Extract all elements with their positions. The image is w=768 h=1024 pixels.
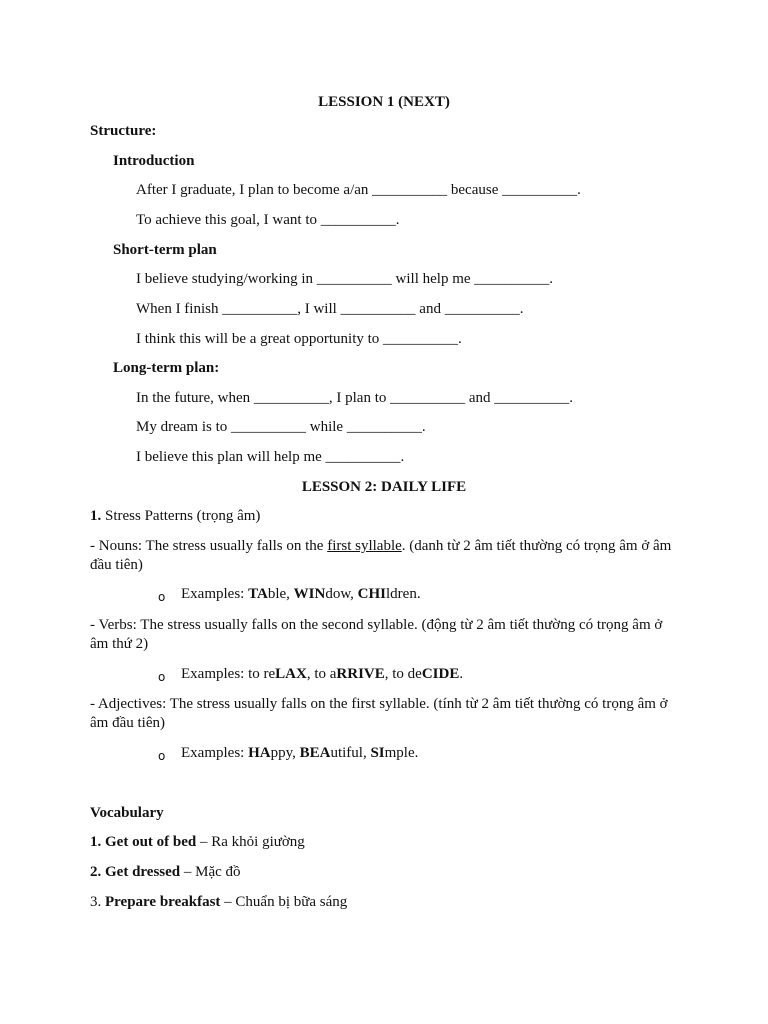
nouns-ex-1-rest: ble bbox=[267, 586, 287, 602]
intro-line-1: After I graduate, I plan to become a/an __________ because __________. bbox=[136, 182, 581, 198]
nouns-ex-2-stress: WIN bbox=[293, 586, 326, 602]
vocab-item-3-number: 3. bbox=[90, 894, 102, 910]
long-line-2: My dream is to __________ while __________. bbox=[136, 419, 426, 435]
nouns-ex-1-stress: TA bbox=[248, 586, 268, 602]
nouns-examples-label: Examples: bbox=[181, 586, 249, 602]
adj-ex-3-stress: SI bbox=[370, 745, 385, 761]
nouns-rule-post: . (danh từ 2 âm tiết thường có trọng âm ở âm đầu tiên) bbox=[90, 538, 672, 573]
vocab-item-3-meaning: – Chuẩn bị bữa sáng bbox=[220, 894, 348, 910]
verbs-ex-3-pre: to de bbox=[392, 666, 422, 682]
stress-number: 1. bbox=[90, 508, 102, 524]
intro-line-2: To achieve this goal, I want to __________. bbox=[136, 212, 400, 228]
bullet-verbs: o bbox=[158, 670, 166, 684]
verbs-examples: Examples: to reLAX, to aRRIVE, to deCIDE. bbox=[181, 666, 464, 682]
vocab-item-3 bbox=[90, 893, 347, 912]
vocabulary-heading: Vocabulary bbox=[90, 805, 164, 821]
vocab-item-2-term: Get dressed bbox=[105, 864, 181, 880]
verbs-examples-label: Examples: bbox=[181, 666, 249, 682]
long-line-1: In the future, when __________, I plan to __________ and __________. bbox=[136, 390, 574, 406]
verbs-ex-1-stress: LAX bbox=[275, 666, 307, 682]
verbs-ex-2-stress: RRIVE bbox=[336, 666, 385, 682]
bullet-adjectives: o bbox=[158, 749, 166, 763]
vocab-item-2-number: 2. bbox=[90, 864, 102, 880]
stress-heading-text: Stress Patterns (trọng âm) bbox=[101, 508, 261, 524]
adj-ex-1-rest: ppy bbox=[270, 745, 293, 761]
nouns-rule-underline: first syllable bbox=[327, 538, 402, 554]
long-line-3: I believe this plan will help me __________. bbox=[136, 449, 405, 465]
verbs-ex-3-stress: CIDE bbox=[421, 666, 460, 682]
adjectives-examples: Examples: HAppy, BEAutiful, SImple. bbox=[181, 745, 419, 761]
short-line-1: I believe studying/working in __________ will help me __________. bbox=[136, 271, 554, 287]
verbs-ex-2-pre: to a bbox=[314, 666, 337, 682]
adj-ex-2-rest: utiful bbox=[330, 745, 363, 761]
verbs-rule: - Verbs: The stress usually falls on the second syllable. (động từ 2 âm tiết thường có trọng âm ở âm thứ 2) bbox=[90, 617, 663, 652]
lesson2-title: LESSON 2: DAILY LIFE bbox=[301, 479, 467, 495]
nouns-ex-3-stress: CHI bbox=[357, 586, 387, 602]
adjectives-rule: - Adjectives: The stress usually falls on the first syllable. (tính từ 2 âm tiết thường có trọng âm ở âm đầu tiên) bbox=[90, 696, 668, 731]
adj-ex-1-stress: HA bbox=[248, 745, 271, 761]
adj-examples-label: Examples: bbox=[181, 745, 249, 761]
vocab-item-3-term: Prepare breakfast bbox=[105, 894, 221, 910]
vocab-item-1-meaning: – Ra khỏi giường bbox=[196, 834, 305, 850]
structure-heading: Structure: bbox=[90, 123, 157, 139]
nouns-rule-pre: - Nouns: The stress usually falls on the bbox=[90, 538, 328, 554]
adj-ex-2-stress: BEA bbox=[299, 745, 331, 761]
nouns-examples: Examples: TAble, WINdow, CHIldren. bbox=[181, 586, 421, 602]
verbs-ex-1-pre: to re bbox=[248, 666, 276, 682]
stress-patterns-heading bbox=[90, 507, 260, 526]
vocab-item-1 bbox=[90, 833, 305, 852]
vocab-item-2 bbox=[90, 863, 241, 882]
vocab-item-2-meaning: – Mặc đồ bbox=[180, 864, 241, 880]
bullet-nouns: o bbox=[158, 590, 166, 604]
nouns-rule bbox=[90, 537, 682, 575]
adj-ex-3-rest: mple bbox=[384, 745, 415, 761]
long-term-heading: Long-term plan: bbox=[113, 360, 220, 376]
vocab-item-1-term: Get out of bed bbox=[105, 834, 197, 850]
nouns-ex-2-rest: dow bbox=[325, 586, 351, 602]
nouns-ex-3-rest: ldren bbox=[386, 586, 417, 602]
short-term-heading: Short-term plan bbox=[113, 242, 217, 258]
short-line-2: When I finish __________, I will __________ and __________. bbox=[136, 301, 524, 317]
lesson1-title: LESSION 1 (NEXT) bbox=[318, 94, 450, 110]
vocab-item-1-number: 1. bbox=[90, 834, 102, 850]
short-line-3: I think this will be a great opportunity to __________. bbox=[136, 331, 462, 347]
introduction-heading: Introduction bbox=[113, 153, 195, 169]
